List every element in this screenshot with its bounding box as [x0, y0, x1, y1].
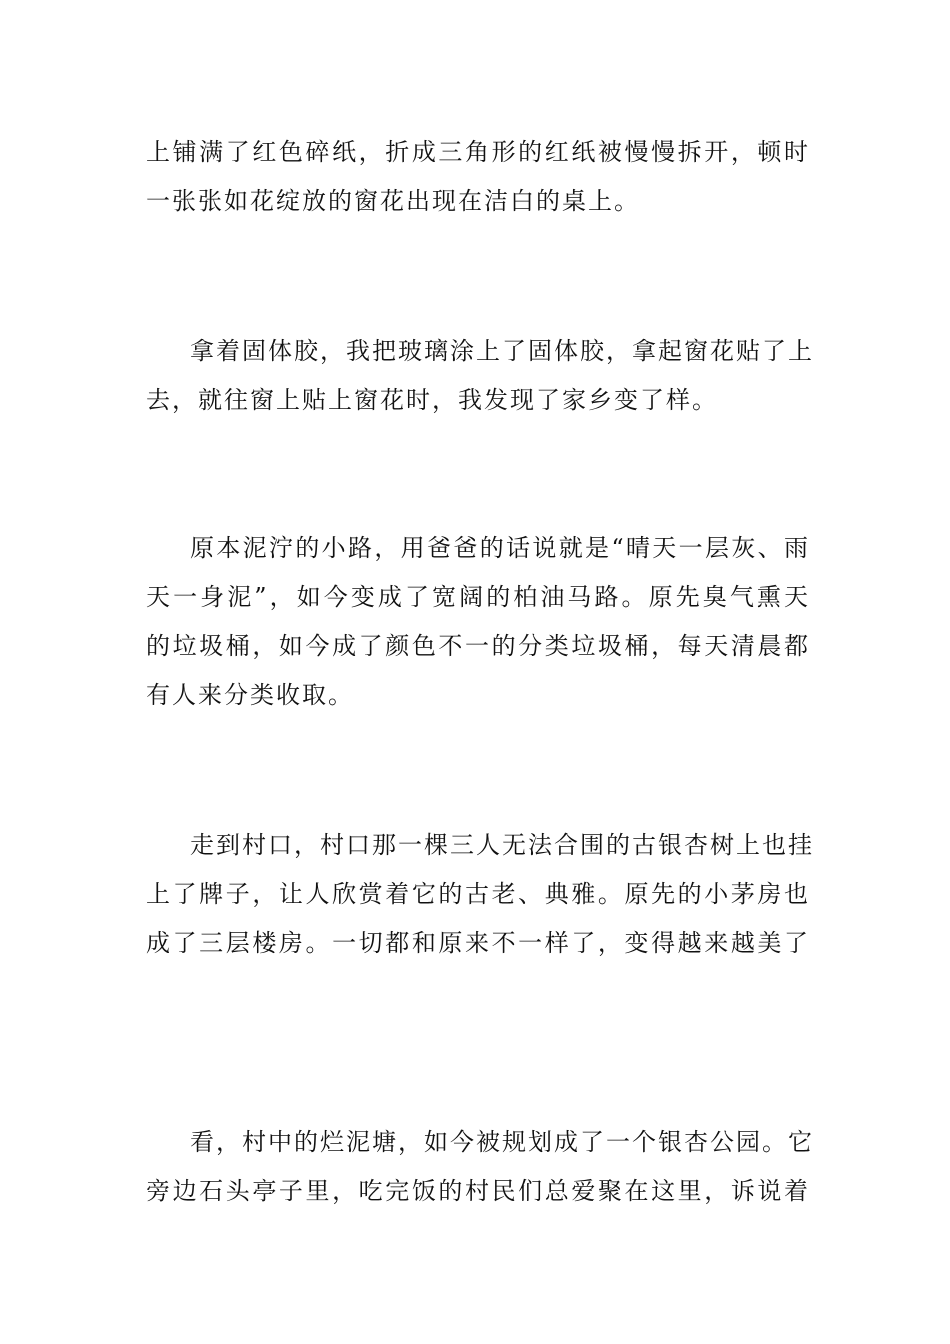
- paragraph-line: 的垃圾桶，如今成了颜色不一的分类垃圾桶，每天清晨都: [146, 632, 810, 660]
- paragraph-line: 天一身泥”，如今变成了宽阔的柏油马路。原先臭气熏天: [146, 583, 810, 611]
- paragraph-5: [146, 1118, 814, 1216]
- paragraph-1: [146, 128, 810, 226]
- paragraph-3: [146, 524, 810, 720]
- paragraph-line: 上了牌子，让人欣赏着它的古老、典雅。原先的小茅房也: [146, 880, 810, 908]
- paragraph-line: 原本泥泞的小路，用爸爸的话说就是“晴天一层灰、雨: [190, 534, 810, 562]
- paragraph-line: 有人来分类收取。: [146, 681, 354, 709]
- paragraph-line: 走到村口，村口那一棵三人无法合围的古银杏树上也挂: [190, 831, 814, 859]
- paragraph-2: [146, 327, 814, 425]
- paragraph-line: 去，就往窗上贴上窗花时，我发现了家乡变了样。: [146, 386, 718, 414]
- paragraph-line: 旁边石头亭子里，吃完饭的村民们总爱聚在这里，诉说着: [146, 1177, 810, 1205]
- paragraph-line: 一张张如花绽放的窗花出现在洁白的桌上。: [146, 187, 640, 215]
- paragraph-line: 拿着固体胶，我把玻璃涂上了固体胶，拿起窗花贴了上: [190, 337, 814, 365]
- paragraph-line: 上铺满了红色碎纸，折成三角形的红纸被慢慢拆开，顿时: [146, 138, 810, 166]
- paragraph-4: [146, 821, 814, 968]
- paragraph-line: 看，村中的烂泥塘，如今被规划成了一个银杏公园。它: [190, 1128, 814, 1156]
- paragraph-line: 成了三层楼房。一切都和原来不一样了，变得越来越美了: [146, 929, 810, 957]
